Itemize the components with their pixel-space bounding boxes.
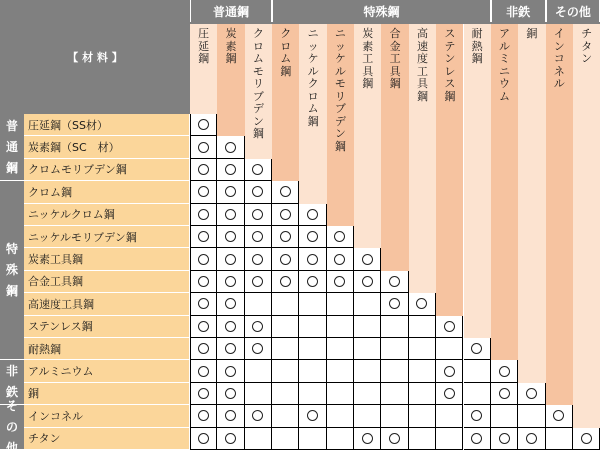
table-cell xyxy=(546,428,573,450)
table-cell xyxy=(245,360,272,382)
table-cell xyxy=(217,383,244,405)
table-cell xyxy=(217,338,244,360)
compatible-mark xyxy=(581,433,592,444)
table-cell xyxy=(409,383,436,405)
column-header-3 xyxy=(272,24,299,181)
column-header-11 xyxy=(491,24,518,360)
table-cell xyxy=(464,405,491,427)
table-cell xyxy=(491,383,518,405)
table-cell xyxy=(409,338,436,360)
label-column-border xyxy=(189,114,190,450)
table-cell xyxy=(327,248,354,270)
table-cell xyxy=(436,428,463,450)
table-cell xyxy=(354,316,381,338)
table-cell xyxy=(217,428,244,450)
table-cell xyxy=(409,405,436,427)
compatible-mark xyxy=(499,366,510,377)
column-header-label: ク ロ ム 鋼 xyxy=(280,27,292,78)
compatible-mark xyxy=(198,209,209,220)
table-cell xyxy=(299,383,326,405)
column-header-13 xyxy=(546,24,573,405)
table-cell xyxy=(217,405,244,427)
column-header-label: ニ ッ ケ ル ク ロ ム 鋼 xyxy=(307,27,319,128)
table-cell xyxy=(245,383,272,405)
table-cell xyxy=(272,316,299,338)
row-label-1: 炭素鋼（SC 材） xyxy=(24,136,189,158)
table-cell xyxy=(518,383,545,405)
table-cell xyxy=(381,383,408,405)
table-cell xyxy=(245,316,272,338)
table-cell xyxy=(217,293,244,315)
column-header-5 xyxy=(327,24,354,226)
column-header-label: 炭 素 鋼 xyxy=(225,27,237,65)
table-cell xyxy=(327,338,354,360)
table-cell xyxy=(327,293,354,315)
column-header-2 xyxy=(245,24,272,159)
table-cell xyxy=(381,338,408,360)
column-header-label: ク ロ ム モ リ ブ デ ン 鋼 xyxy=(252,27,264,140)
table-cell xyxy=(299,293,326,315)
table-cell xyxy=(354,248,381,270)
column-header-label: 銅 xyxy=(526,27,538,40)
table-cell xyxy=(190,226,217,248)
table-cell xyxy=(491,405,518,427)
compatible-mark xyxy=(252,254,263,265)
table-cell xyxy=(436,360,463,382)
row-label-5: ニッケルモリブデン鋼 xyxy=(24,226,189,248)
compatible-mark xyxy=(307,209,318,220)
table-cell xyxy=(299,338,326,360)
row-label-8: 高速度工具鋼 xyxy=(24,293,189,315)
table-cell xyxy=(381,405,408,427)
compatible-mark xyxy=(334,276,345,287)
column-header-label: ス テ ン レ ス 鋼 xyxy=(444,27,456,103)
table-cell xyxy=(299,360,326,382)
table-cell xyxy=(245,226,272,248)
table-cell xyxy=(217,204,244,226)
compatible-mark xyxy=(280,254,291,265)
column-header-label: ニ ッ ケ ル モ リ ブ デ ン 鋼 xyxy=(334,27,346,153)
column-header-label: 高 速 度 工 具 鋼 xyxy=(416,27,428,103)
table-cell xyxy=(190,204,217,226)
table-cell xyxy=(409,428,436,450)
table-cell xyxy=(327,271,354,293)
compatible-mark xyxy=(198,231,209,242)
table-cell xyxy=(190,181,217,203)
column-header-0 xyxy=(190,24,217,114)
table-cell xyxy=(436,383,463,405)
table-cell xyxy=(354,338,381,360)
table-cell xyxy=(464,428,491,450)
compatible-mark xyxy=(225,186,236,197)
table-cell xyxy=(217,316,244,338)
compatible-mark xyxy=(252,231,263,242)
compatible-mark xyxy=(499,388,510,399)
table-cell xyxy=(354,360,381,382)
table-cell xyxy=(299,248,326,270)
table-cell xyxy=(190,405,217,427)
table-cell xyxy=(245,428,272,450)
compatible-mark xyxy=(225,388,236,399)
compatible-mark xyxy=(252,321,263,332)
table-cell xyxy=(381,360,408,382)
table-cell xyxy=(217,159,244,181)
compatible-mark xyxy=(198,321,209,332)
compatible-mark xyxy=(553,410,564,421)
table-cell xyxy=(464,383,491,405)
table-cell xyxy=(272,204,299,226)
column-header-label: ア ル ミ ニ ウ ム xyxy=(499,27,511,103)
table-cell xyxy=(272,293,299,315)
compatible-mark xyxy=(362,276,373,287)
table-cell xyxy=(327,316,354,338)
compatible-mark xyxy=(280,276,291,287)
table-cell xyxy=(190,293,217,315)
compatible-mark xyxy=(252,410,263,421)
table-cell xyxy=(464,338,491,360)
compatible-mark xyxy=(471,410,482,421)
compatible-mark xyxy=(225,209,236,220)
compatible-mark xyxy=(198,410,209,421)
column-header-7 xyxy=(381,24,408,271)
table-cell xyxy=(245,338,272,360)
table-cell xyxy=(190,316,217,338)
table-cell xyxy=(190,428,217,450)
compatible-mark xyxy=(362,254,373,265)
compatible-mark xyxy=(252,209,263,220)
compatible-mark xyxy=(307,276,318,287)
table-cell xyxy=(190,136,217,158)
compatible-mark xyxy=(416,298,427,309)
compatible-mark xyxy=(471,343,482,354)
row-label-6: 炭素工具鋼 xyxy=(24,248,189,270)
table-cell xyxy=(217,271,244,293)
group-header-1: 特殊鋼 xyxy=(273,0,490,22)
compatible-mark xyxy=(198,276,209,287)
table-cell xyxy=(464,360,491,382)
table-cell xyxy=(272,360,299,382)
compatible-mark xyxy=(225,164,236,175)
row-label-3: クロム鋼 xyxy=(24,181,189,203)
table-cell xyxy=(272,248,299,270)
table-cell xyxy=(518,428,545,450)
table-cell xyxy=(217,181,244,203)
compatible-mark xyxy=(389,276,400,287)
compatible-mark xyxy=(198,254,209,265)
row-category-1: 特 殊 鋼 xyxy=(0,181,24,360)
compatible-mark xyxy=(225,410,236,421)
column-header-14 xyxy=(573,24,600,428)
compatible-mark xyxy=(225,433,236,444)
table-cell xyxy=(327,405,354,427)
table-cell xyxy=(245,248,272,270)
compatible-mark xyxy=(362,433,373,444)
table-cell xyxy=(381,271,408,293)
row-label-9: ステンレス鋼 xyxy=(24,316,189,338)
compatible-mark xyxy=(280,186,291,197)
table-cell xyxy=(491,360,518,382)
compatible-mark xyxy=(225,276,236,287)
table-cell xyxy=(381,293,408,315)
table-cell xyxy=(190,271,217,293)
compatible-mark xyxy=(225,142,236,153)
table-cell xyxy=(190,159,217,181)
table-cell xyxy=(245,271,272,293)
table-cell xyxy=(217,248,244,270)
compatible-mark xyxy=(389,433,400,444)
column-header-label: チ タ ン xyxy=(581,27,593,65)
compatible-mark xyxy=(198,343,209,354)
table-cell xyxy=(245,293,272,315)
table-cell xyxy=(409,316,436,338)
row-category-0: 普 通 鋼 xyxy=(0,114,24,181)
table-cell xyxy=(354,428,381,450)
table-cell xyxy=(573,428,600,450)
compatible-mark xyxy=(307,231,318,242)
column-header-10 xyxy=(464,24,491,338)
table-cell xyxy=(217,360,244,382)
compatible-mark xyxy=(225,366,236,377)
compatible-mark xyxy=(198,366,209,377)
row-label-10: 耐熱鋼 xyxy=(24,338,189,360)
column-header-6 xyxy=(354,24,381,248)
table-cell xyxy=(409,360,436,382)
table-cell xyxy=(381,316,408,338)
row-label-11: アルミニウム xyxy=(24,360,189,382)
table-cell xyxy=(354,383,381,405)
row-category-2: 非 鉄 xyxy=(0,360,24,405)
compatible-mark xyxy=(526,388,537,399)
compatible-mark xyxy=(444,388,455,399)
table-cell xyxy=(436,338,463,360)
table-cell xyxy=(299,316,326,338)
compatible-mark xyxy=(280,209,291,220)
table-cell xyxy=(327,383,354,405)
column-header-12 xyxy=(518,24,545,383)
table-cell xyxy=(546,405,573,427)
group-header-0: 普通鋼 xyxy=(191,0,271,22)
column-header-label: イ ン コ ネ ル xyxy=(553,27,565,90)
group-header-2: 非鉄 xyxy=(492,0,545,22)
compatible-mark xyxy=(198,164,209,175)
table-cell xyxy=(299,271,326,293)
column-header-label: 合 金 工 具 鋼 xyxy=(389,27,401,90)
compatible-mark xyxy=(198,388,209,399)
compatible-mark xyxy=(225,321,236,332)
table-cell xyxy=(245,405,272,427)
compatible-mark xyxy=(198,186,209,197)
table-cell xyxy=(381,428,408,450)
compatible-mark xyxy=(389,298,400,309)
table-cell xyxy=(354,271,381,293)
compatible-mark xyxy=(225,231,236,242)
table-cell xyxy=(245,204,272,226)
table-cell xyxy=(327,226,354,248)
compatible-mark xyxy=(471,433,482,444)
table-cell xyxy=(245,181,272,203)
table-cell xyxy=(272,428,299,450)
table-cell xyxy=(272,181,299,203)
column-header-1 xyxy=(217,24,244,136)
table-cell xyxy=(327,360,354,382)
row-label-4: ニッケルクロム鋼 xyxy=(24,204,189,226)
column-header-label: 圧 延 鋼 xyxy=(198,27,210,65)
table-cell xyxy=(245,159,272,181)
table-cell xyxy=(272,383,299,405)
table-cell xyxy=(409,293,436,315)
table-cell xyxy=(272,338,299,360)
table-cell xyxy=(436,405,463,427)
group-header-3: その他 xyxy=(547,0,600,22)
compatible-mark xyxy=(198,298,209,309)
column-header-label: 耐 熱 鋼 xyxy=(471,27,483,65)
table-cell xyxy=(518,405,545,427)
row-label-12: 銅 xyxy=(24,383,189,405)
table-cell xyxy=(491,428,518,450)
table-cell xyxy=(354,405,381,427)
table-cell xyxy=(354,293,381,315)
table-cell xyxy=(190,383,217,405)
compatible-mark xyxy=(307,410,318,421)
table-cell xyxy=(299,204,326,226)
compatible-mark xyxy=(280,231,291,242)
compatible-mark xyxy=(252,276,263,287)
compatible-mark xyxy=(526,433,537,444)
column-header-4 xyxy=(299,24,326,204)
table-cell xyxy=(272,226,299,248)
column-header-8 xyxy=(409,24,436,293)
compatible-mark xyxy=(252,186,263,197)
compatible-mark xyxy=(252,164,263,175)
corner-label: 【 材 料 】 xyxy=(0,0,190,114)
table-cell xyxy=(190,248,217,270)
compatible-mark xyxy=(252,343,263,354)
row-label-0: 圧延鋼（SS材） xyxy=(24,114,189,136)
table-cell xyxy=(299,405,326,427)
row-category-3: そ の 他 xyxy=(0,405,24,450)
compatible-mark xyxy=(334,254,345,265)
table-cell xyxy=(217,136,244,158)
row-label-14: チタン xyxy=(24,428,189,450)
table-cell xyxy=(436,316,463,338)
compatible-mark xyxy=(198,433,209,444)
table-cell xyxy=(190,360,217,382)
compatible-mark xyxy=(444,366,455,377)
table-cell xyxy=(299,428,326,450)
compatible-mark xyxy=(499,433,510,444)
table-cell xyxy=(327,428,354,450)
table-cell xyxy=(190,114,217,136)
row-label-2: クロムモリブデン鋼 xyxy=(24,159,189,181)
compatible-mark xyxy=(198,119,209,130)
column-header-9 xyxy=(436,24,463,316)
compatible-mark xyxy=(307,254,318,265)
table-cell xyxy=(299,226,326,248)
table-cell xyxy=(190,338,217,360)
compatible-mark xyxy=(225,254,236,265)
table-cell xyxy=(217,226,244,248)
compatible-mark xyxy=(198,142,209,153)
row-label-13: インコネル xyxy=(24,405,189,427)
compatible-mark xyxy=(225,343,236,354)
table-cell xyxy=(272,271,299,293)
table-cell xyxy=(272,405,299,427)
compatible-mark xyxy=(444,321,455,332)
column-header-label: 炭 素 工 具 鋼 xyxy=(362,27,374,90)
row-label-7: 合金工具鋼 xyxy=(24,271,189,293)
compatible-mark xyxy=(334,231,345,242)
compatible-mark xyxy=(225,298,236,309)
